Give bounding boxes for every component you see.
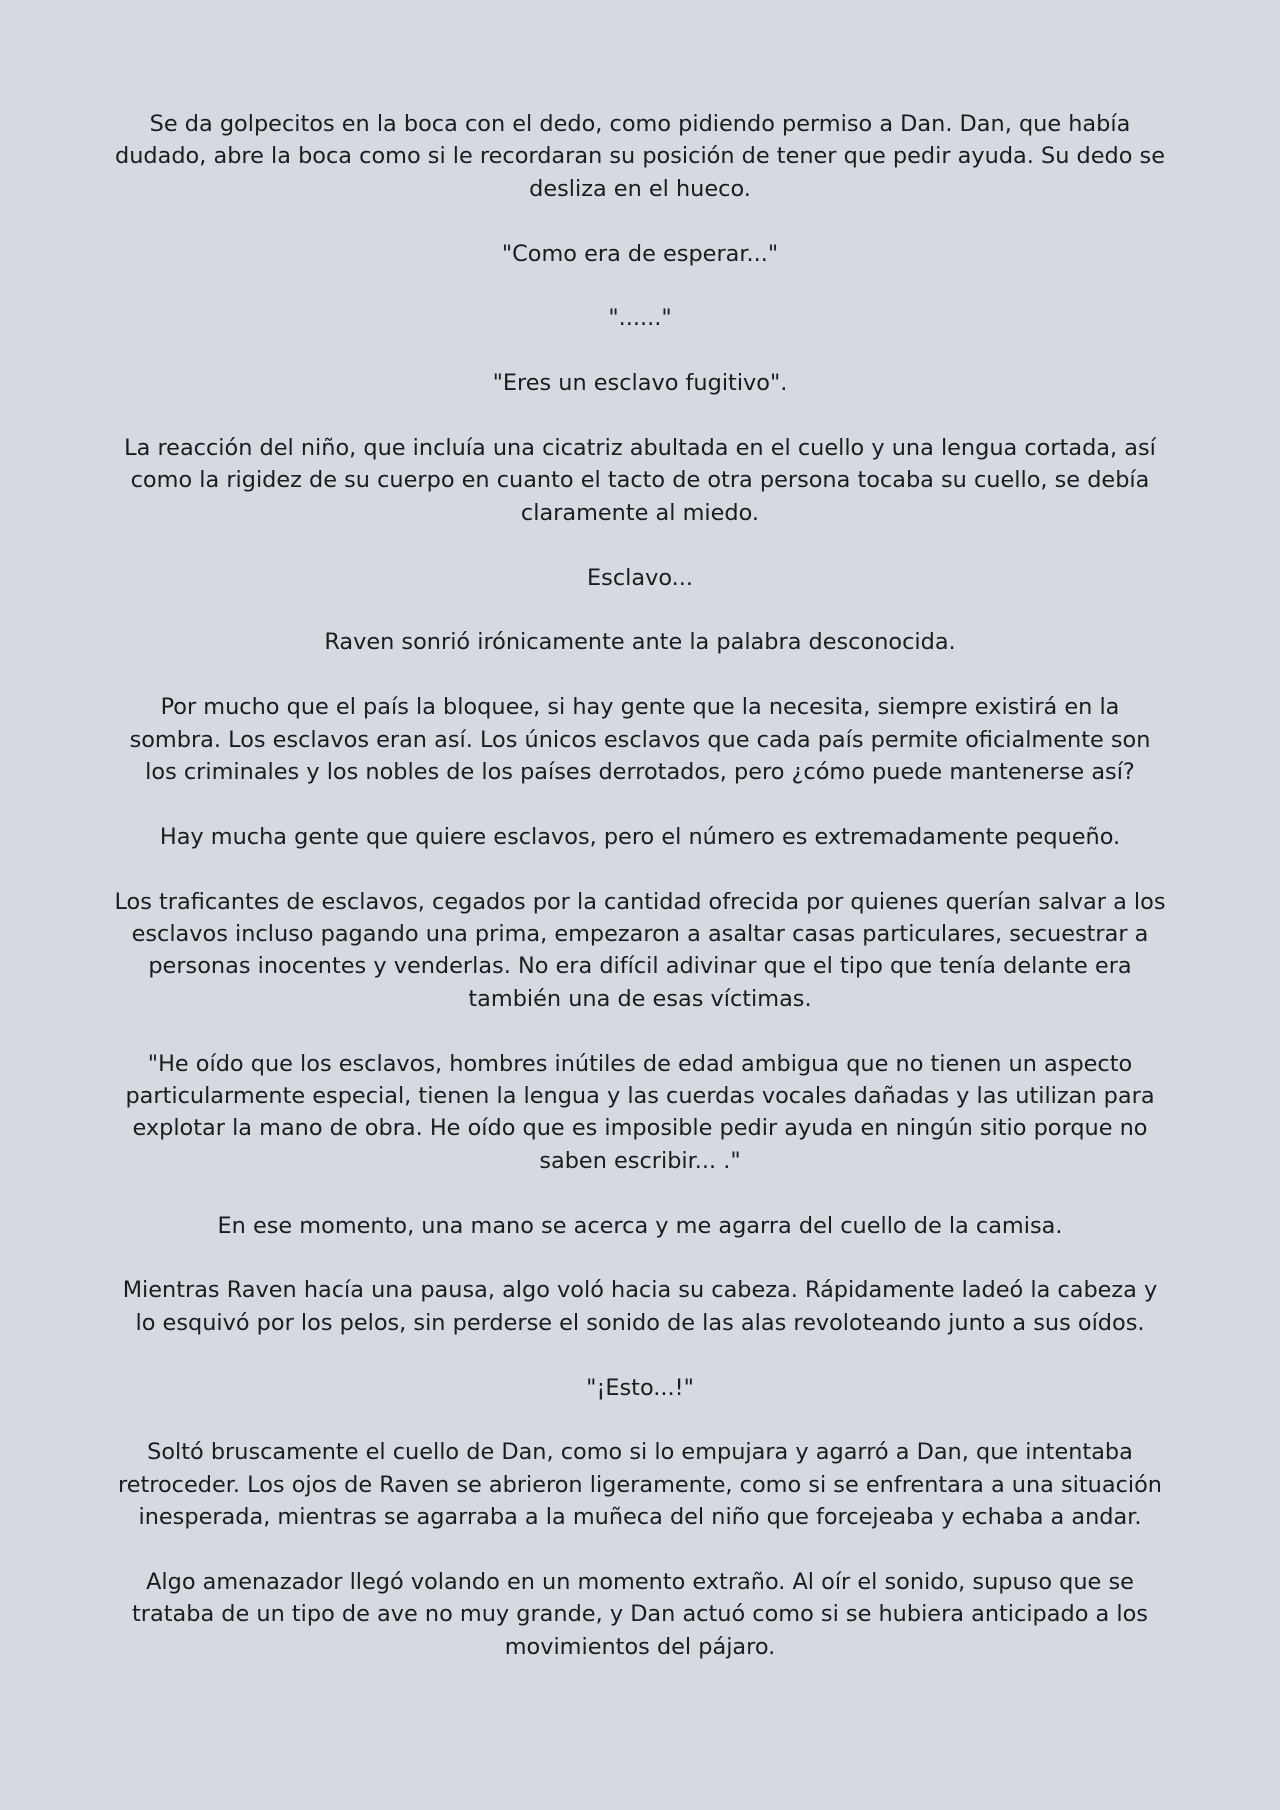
paragraph: "......" <box>608 305 672 332</box>
paragraph: Se da golpecitos en la boca con el dedo, como pidiendo permiso a Dan. Dan, que había dudado, abre la boca como si le recordaran su posición de tener que pedir ayuda. Su dedo se desliza en el hueco. <box>115 111 1165 202</box>
paragraph: Mientras Raven hacía una pausa, algo voló hacia su cabeza. Rápidamente ladeó la cabeza y lo esquivó por los pelos, sin perderse el sonido de las alas revoloteando junto a sus oídos. <box>122 1277 1158 1336</box>
paragraph: Soltó bruscamente el cuello de Dan, como si lo empujara y agarró a Dan, que intentaba retroceder. Los ojos de Raven se abrieron ligeramente, como si se enfrentara a una situación inesperada, mientras se agarraba a la muñeca del niño que forcejeaba y echaba a andar. <box>118 1439 1162 1531</box>
paragraph: Algo amenazador llegó volando en un momento extraño. Al oír el sonido, supuso que se trataba de un tipo de ave no muy grande, y Dan actuó como si se hubiera anticipado a los movimientos del pájaro. <box>132 1569 1148 1660</box>
paragraph: "Eres un esclavo fugitivo". <box>492 370 788 397</box>
paragraph: "¡Esto...!" <box>586 1374 694 1401</box>
paragraph: "Como era de esperar..." <box>501 240 779 267</box>
document-body <box>112 108 1168 1663</box>
paragraph: Esclavo... <box>587 564 693 591</box>
paragraph: La reacción del niño, que incluía una cicatriz abultada en el cuello y una lengua cortada, así como la rigidez de su cuerpo en cuanto el tacto de otra persona tocaba su cuello, se debía claramente al miedo. <box>124 435 1156 526</box>
paragraph: Los traficantes de esclavos, cegados por la cantidad ofrecida por quienes querían salvar a los esclavos incluso pagando una prima, empezaron a asaltar casas particulares, secuestrar a personas inocentes y venderlas. No era difícil adivinar que el tipo que tenía delante era también una de esas víctimas. <box>114 888 1166 1012</box>
paragraph: Por mucho que el país la bloquee, si hay gente que la necesita, siempre existirá en la sombra. Los esclavos eran así. Los únicos esclavos que cada país permite oficialmente son los criminales y los nobles de los países derrotados, pero ¿cómo puede mantenerse así? <box>129 694 1151 786</box>
paragraph: Raven sonrió irónicamente ante la palabra desconocida. <box>324 629 956 656</box>
paragraph: Hay mucha gente que quiere esclavos, pero el número es extremadamente pequeño. <box>159 823 1121 850</box>
paragraph: En ese momento, una mano se acerca y me agarra del cuello de la camisa. <box>217 1212 1063 1239</box>
paragraph: "He oído que los esclavos, hombres inútiles de edad ambigua que no tienen un aspecto particularmente especial, tienen la lengua y las cuerdas vocales dañadas y las utilizan para explotar la mano de obra. He oído que es imposible pedir ayuda en ningún sitio porque no saben escribir... ." <box>125 1050 1155 1174</box>
